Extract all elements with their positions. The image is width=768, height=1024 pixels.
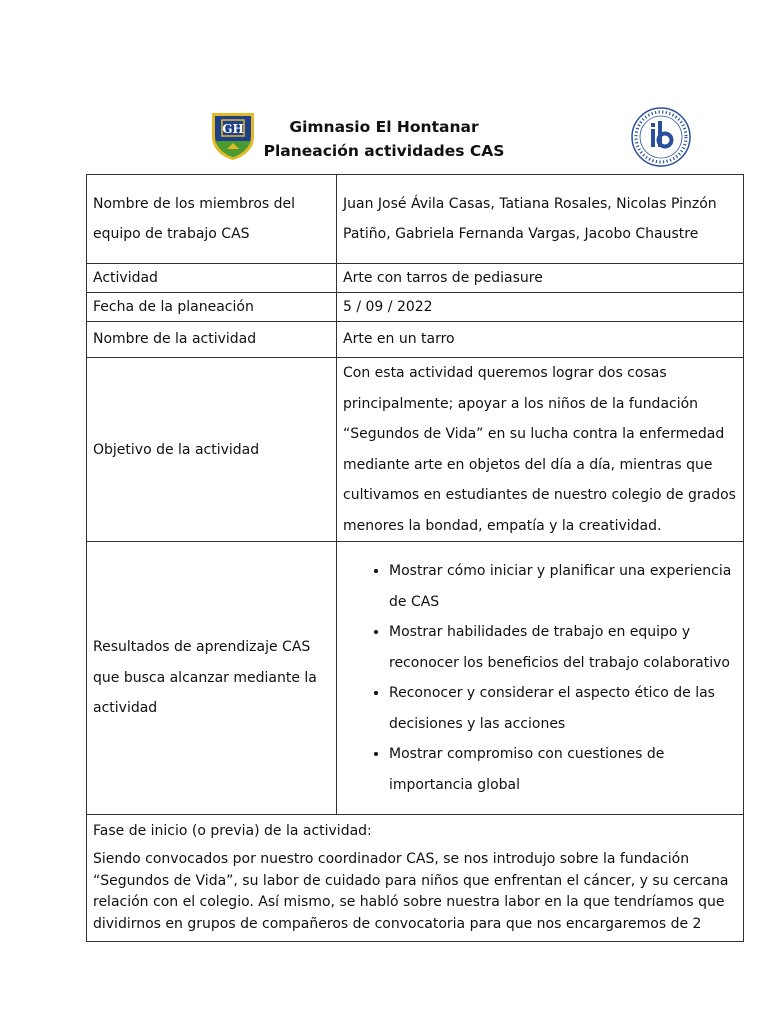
table-row-activity <box>87 264 744 293</box>
outcomes-cell <box>337 542 744 815</box>
svg-text:GH: GH <box>222 122 244 136</box>
outcomes-label: Resultados de aprendizaje CAS que busca alcanzar mediante la actividad <box>87 542 337 815</box>
ib-world-school-logo <box>628 106 694 168</box>
phase-title: Fase de inicio (o previa) de la actividad: <box>93 823 372 839</box>
document-header <box>0 0 768 175</box>
title-block <box>200 115 568 163</box>
phase-cell <box>87 815 744 942</box>
document-title: Planeación actividades CAS <box>263 142 505 160</box>
members-value: Juan José Ávila Casas, Tatiana Rosales, Nicolas Pinzón Patiño, Gabriela Fernanda Vargas, Jacobo Chaustre <box>337 175 744 264</box>
table-row-outcomes <box>87 542 744 815</box>
list-item: • Reconocer y considerar el aspecto ético de las decisiones y las acciones <box>389 678 737 739</box>
table-row-members <box>87 175 744 264</box>
date-label: Fecha de la planeación <box>87 293 337 322</box>
objective-label: Objetivo de la actividad <box>87 358 337 542</box>
name-label: Nombre de la actividad <box>87 322 337 358</box>
activity-value: Arte con tarros de pediasure <box>337 264 744 293</box>
activity-label: Actividad <box>87 264 337 293</box>
phase-text: Siendo convocados por nuestro coordinador CAS, se nos introdujo sobre la fundación “Segundos de Vida”, su labor de cuidado para niños que enfrentan el cáncer, y su cercana relación con el colegio. Así mismo, se habló sobre nuestra labor en la que tendríamos que dividirnos en grupos de compañeros de convocatoria para que nos encargaremos de 2 <box>93 851 729 932</box>
name-value: Arte en un tarro <box>337 322 744 358</box>
table-row-phase <box>87 815 744 942</box>
table-row-objective <box>87 358 744 542</box>
date-value: 5 / 09 / 2022 <box>337 293 744 322</box>
objective-value: Con esta actividad queremos lograr dos cosas principalmente; apoyar a los niños de la fundación “Segundos de Vida” en su lucha contra la enfermedad mediante arte en objetos del día a día, mientras que cultivamos en estudiantes de nuestro colegio de grados menores la bondad, empatía y la creatividad. <box>337 358 744 542</box>
members-label: Nombre de los miembros del equipo de trabajo CAS <box>87 175 337 264</box>
list-item: • Mostrar cómo iniciar y planificar una experiencia de CAS <box>389 556 737 617</box>
table-row-name <box>87 322 744 358</box>
school-name: Gimnasio El Hontanar <box>289 118 479 136</box>
cas-planning-table <box>86 174 744 942</box>
outcomes-list <box>343 556 737 800</box>
list-item: • Mostrar compromiso con cuestiones de importancia global <box>389 739 737 800</box>
table-row-date <box>87 293 744 322</box>
list-item: • Mostrar habilidades de trabajo en equipo y reconocer los beneficios del trabajo colaborativo <box>389 617 737 678</box>
